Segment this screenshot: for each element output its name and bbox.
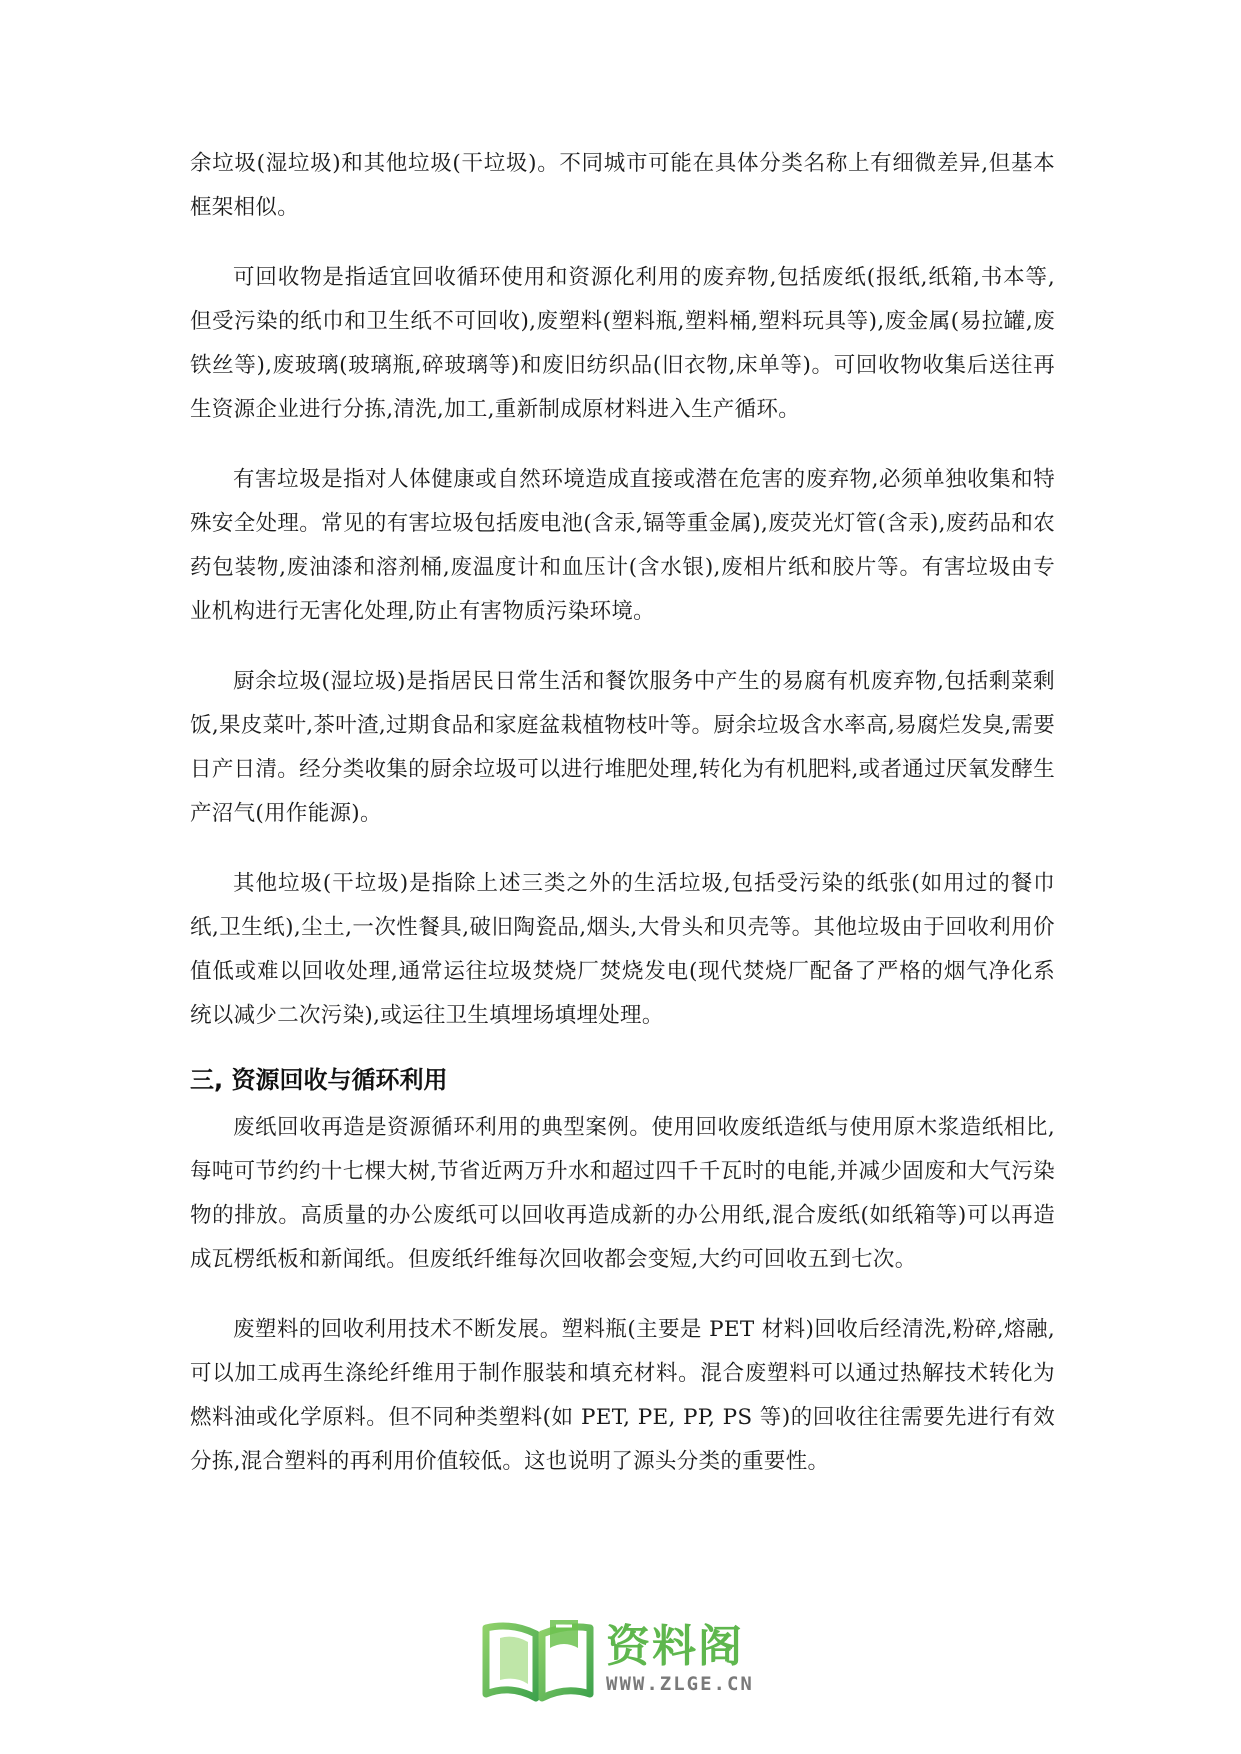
paragraph-hazardous-waste: 有害垃圾是指对人体健康或自然环境造成直接或潜在危害的废弃物,必须单独收集和特殊安全处理。常见的有害垃圾包括废电池(含汞,镉等重金属),废荧光灯管(含汞),废药品和农药包装物,废油漆和溶剂桶,废温度计和血压计(含水银),废相片纸和胶片等。有害垃圾由专业机构进行无害化处理,防止有害物质污染环境。 [190, 467, 1055, 624]
logo-name: 资料阁 [606, 1621, 744, 1672]
paragraph-recyclables: 可回收物是指适宜回收循环使用和资源化利用的废弃物,包括废纸(报纸,纸箱,书本等,但受污染的纸巾和卫生纸不可回收),废塑料(塑料瓶,塑料桶,塑料玩具等),废金属(易拉罐,废铁丝等),废玻璃(玻璃瓶,碎玻璃等)和废旧纺织品(旧衣物,床单等)。可回收物收集后送往再生资源企业进行分拣,清洗,加工,重新制成原材料进入生产循环。 [190, 265, 1055, 422]
site-logo [480, 1614, 780, 1704]
open-book-icon [480, 1614, 598, 1704]
paragraph-other-waste: 其他垃圾(干垃圾)是指除上述三类之外的生活垃圾,包括受污染的纸张(如用过的餐巾纸,卫生纸),尘土,一次性餐具,破旧陶瓷品,烟头,大骨头和贝壳等。其他垃圾由于回收利用价值低或难以回收处理,通常运往垃圾焚烧厂焚烧发电(现代焚烧厂配备了严格的烟气净化系统以减少二次污染),或运往卫生填埋场填埋处理。 [190, 871, 1055, 1028]
logo-text [606, 1622, 754, 1696]
document-body [190, 142, 1055, 1510]
section-heading: 三, 资源回收与循环利用 [190, 1066, 448, 1094]
paragraph-continued: 余垃圾(湿垃圾)和其他垃圾(干垃圾)。不同城市可能在具体分类名称上有细微差异,但基本框架相似。 [190, 151, 1055, 220]
logo-url: WWW.ZLGE.CN [606, 1673, 754, 1695]
paragraph-paper-recycling: 废纸回收再造是资源循环利用的典型案例。使用回收废纸造纸与使用原木浆造纸相比,每吨可节约约十七棵大树,节省近两万升水和超过四千千瓦时的电能,并减少固废和大气污染物的排放。高质量的办公废纸可以回收再造成新的办公用纸,混合废纸(如纸箱等)可以再造成瓦楞纸板和新闻纸。但废纸纤维每次回收都会变短,大约可回收五到七次。 [190, 1115, 1055, 1272]
paragraph-kitchen-waste: 厨余垃圾(湿垃圾)是指居民日常生活和餐饮服务中产生的易腐有机废弃物,包括剩菜剩饭,果皮菜叶,茶叶渣,过期食品和家庭盆栽植物枝叶等。厨余垃圾含水率高,易腐烂发臭,需要日产日清。经分类收集的厨余垃圾可以进行堆肥处理,转化为有机肥料,或者通过厌氧发酵生产沼气(用作能源)。 [190, 669, 1055, 826]
paragraph-plastic-recycling: 废塑料的回收利用技术不断发展。塑料瓶(主要是 PET 材料)回收后经清洗,粉碎,熔融,可以加工成再生涤纶纤维用于制作服装和填充材料。混合废塑料可以通过热解技术转化为燃料油或化学原料。但不同种类塑料(如 PET, PE, PP, PS 等)的回收往往需要先进行有效分拣,混合塑料的再利用价值较低。这也说明了源头分类的重要性。 [190, 1317, 1055, 1474]
